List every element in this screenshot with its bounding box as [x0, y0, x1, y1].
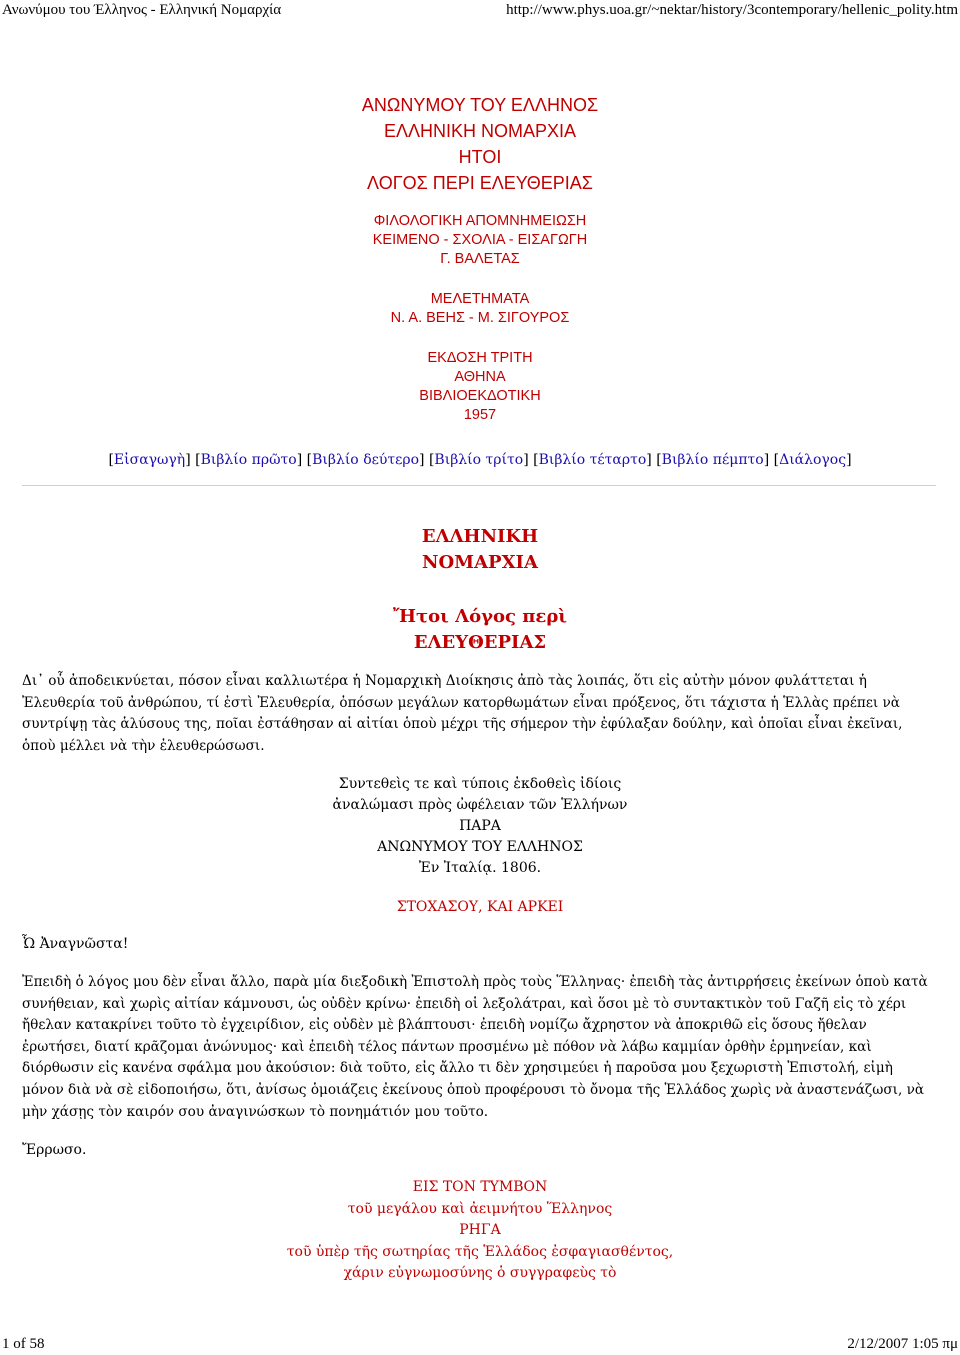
reader-address: Ὦ Ἀναγνῶστα! [22, 936, 129, 952]
nav-link-book-4[interactable]: Βιβλίο τέταρτο [538, 452, 647, 468]
epitaph-block [0, 1177, 960, 1285]
dedication-line: Ἐν Ἰταλίᾳ. 1806. [418, 860, 542, 876]
subheading-line: Ἤτοι Λόγος περὶ [393, 606, 567, 627]
nav-link-book-3[interactable]: Βιβλίο τρίτο [434, 452, 524, 468]
epitaph-line: τοῦ ὑπὲρ τῆς σωτηρίας τῆς Ἑλλάδος ἐσφαγιασθέντος, [286, 1243, 674, 1260]
epitaph-line: τοῦ μεγάλου καὶ ἀειμνήτου Ἕλληνος [347, 1200, 613, 1217]
nav-link-book-2[interactable]: Βιβλίο δεύτερο [312, 452, 420, 468]
main-heading [0, 524, 960, 576]
epitaph-line: χάριν εὐγνωμοσύνης ὁ συγγραφεὺς τὸ [343, 1265, 617, 1281]
heading-line: ΕΛΛΗΝΙΚΗ [421, 526, 539, 547]
title-line: ΛΟΓΟΣ ΠΕΡΙ ΕΛΕΥΘΕΡΙΑΣ [367, 173, 593, 193]
closing: Ἔρρωσο. [22, 1142, 87, 1158]
edition-line: ΚΕΙΜΕΝΟ - ΣΧΟΛΙΑ - ΕΙΣΑΓΩΓΗ [372, 232, 588, 248]
dedication-line: ΑΝΩΝΥΜΟΥ ΤΟΥ ΕΛΛΗΝΟΣ [377, 839, 583, 855]
chapter-nav: [Εἰσαγωγὴ] [Βιβλίο πρῶτο] [Βιβλίο δεύτερο] [Βιβλίο τρίτο] [Βιβλίο τέταρτο] [Βιβλίο πέμπτο] [Διάλογος] [108, 452, 852, 468]
motto: ΣΤΟΧΑΣΟΥ, ΚΑΙ ΑΡΚΕΙ [396, 899, 564, 915]
title-line: ΗΤΟΙ [458, 147, 502, 167]
dedication-line: ἀναλώμασι πρὸς ὠφέλειαν τῶν Ἑλλήνων [332, 797, 628, 813]
studies-line: ΜΕΛΕΤΗΜΑΤΑ [430, 291, 530, 307]
publisher-info [0, 349, 960, 425]
letter-paragraph: Ἐπειδὴ ὁ λόγος μου δὲν εἶναι ἄλλο, παρὰ μία διεξοδικὴ Ἐπιστολὴ πρὸς τοὺς Ἕλληνας· ἐπειδὴ τὰς ἀντιρρήσεις ἐκείνων ὁποὺ κατὰ συνήθειαν, καὶ χωρὶς αἰτίαν κάμνουσι, ὡς οὐδὲν κρίνω· ἐπειδὴ οἱ λεξολάτραι, καὶ ὅσοι μὲ τὸ συντακτικὸν τοῦ Γαζῆ εἰς τὸ χέρι ἤθελαν κατακρίνει τοῦτο τὸ ἐγχειρίδιον, εἰς οὐδὲν μὲ βλάπτουσι· ἐπειδὴ νομίζω ἄχρηστον νὰ ἀποκριθῶ εἰς ὅσους ἤθελαν ἐρωτήσει, διατί κρᾶζομαι ἀνώνυμος· καὶ ἐπειδὴ τέλος πάντων προσμένω μὲ πόθον νὰ λάβω καμμίαν ὀρθὴν ἑρμηνείαν, καὶ διόρθωσιν εἰς κανένα σφάλμα μου ἀκούσιον: διὰ τοῦτο, εἰς ἄλλο τι δὲν χρησιμεύει ἡ παροῦσα μου ξεχωριστὴ Ἐπιστολή, εἰμὴ μόνον διὰ νὰ σὲ εἰδοποιήσω, ὅτι, ἀνίσως ὁμοιάζεις ἐκείνους ὁποὺ προφέρουσι τὸ ὄνομα τῆς Ἑλλάδος χωρὶς νὰ ἀναστενάζωσι, νὰ μὴν χάσῃς τὸν καιρόν σου ἀναγινώσκων τὸ πονημάτιόν μου τοῦτο. [22, 974, 928, 1120]
edition-line: Γ. ΒΑΛΕΤΑΣ [440, 251, 520, 267]
dedication-block [0, 774, 960, 879]
title-line: ΕΛΛΗΝΙΚΗ ΝΟΜΑΡΧΙΑ [383, 121, 577, 141]
epitaph-line: ΡΗΓΑ [459, 1222, 501, 1238]
edition-line: ΦΙΛΟΛΟΓΙΚΗ ΑΠΟΜΝΗΜΕΙΩΣΗ [373, 213, 587, 229]
studies-line: Ν. Α. ΒΕΗΣ - Μ. ΣΙΓΟΥΡΟΣ [390, 310, 570, 326]
epitaph-line: ΕΙΣ ΤΟΝ ΤΥΜΒΟΝ [412, 1179, 548, 1195]
document-title [0, 92, 960, 196]
intro-paragraph: Δι᾽ οὗ ἀποδεικνύεται, πόσον εἶναι καλλιωτέρα ἡ Νομαρχικὴ Διοίκησις ἀπὸ τὰς λοιπάς, ὅτι εἰς αὐτὴν μόνον φυλάττεται ἡ Ἐλευθερία τοῦ ἀνθρώπου, τί ἐστὶ Ἐλευθερία, ὁπόσων μεγάλων κατορθωμάτων εἶναι πρόξενος, ὅτι τάχιστα ἡ Ἑλλὰς πρέπει νὰ συντρίψῃ τὰς ἁλύσους της, ποῖαι ἐστάθησαν αἱ αἰτίαι ὁποὺ μέχρι τῆς σήμερον τὴν ἐφύλαξαν δούλην, καὶ ὁποῖαι εἶναι ἐκεῖναι, ὁποὺ μέλλει νὰ τὴν ἐλευθερώσωσι. [22, 673, 903, 754]
dedication-line: Συντεθεὶς τε καὶ τύποις ἐκδοθεὶς ἰδίοις [338, 776, 622, 792]
publisher-line: ΕΚΔΟΣΗ ΤΡΙΤΗ [427, 350, 533, 366]
title-line: ΑΝΩΝΥΜΟΥ ΤΟΥ ΕΛΛΗΝΟΣ [361, 95, 599, 115]
nav-link-book-1[interactable]: Βιβλίο πρῶτο [200, 452, 297, 468]
nav-link-book-5[interactable]: Βιβλίο πέμπτο [661, 452, 764, 468]
print-header [0, 0, 960, 24]
page-title: Ανωνύμου του Έλληνος - Ελληνική Νομαρχία [2, 2, 282, 18]
page-count: 1 of 58 [2, 1336, 45, 1352]
subheading-line: ΕΛΕΥΘΕΡΙΑΣ [413, 632, 547, 653]
publisher-line: 1957 [463, 407, 497, 423]
heading-line: ΝΟΜΑΡΧΙΑ [422, 552, 538, 573]
dedication-line: ΠΑΡΑ [459, 818, 501, 834]
horizontal-rule [22, 485, 936, 486]
print-timestamp: 2/12/2007 1:05 πμ [847, 1336, 958, 1352]
nav-link-dialogue[interactable]: Διάλογος [779, 452, 847, 468]
page-url: http://www.phys.uoa.gr/~nektar/history/3contemporary/hellenic_polity.htm [506, 2, 958, 18]
publisher-line: ΑΘΗΝΑ [454, 369, 506, 385]
print-footer [0, 1334, 960, 1354]
nav-link-introduction[interactable]: Εἰσαγωγὴ [113, 452, 186, 468]
publisher-line: ΒΙΒΛΙΟΕΚΔΟΤΙΚΗ [419, 388, 541, 404]
sub-heading [0, 604, 960, 656]
studies-info [0, 290, 960, 328]
edition-info [0, 212, 960, 269]
